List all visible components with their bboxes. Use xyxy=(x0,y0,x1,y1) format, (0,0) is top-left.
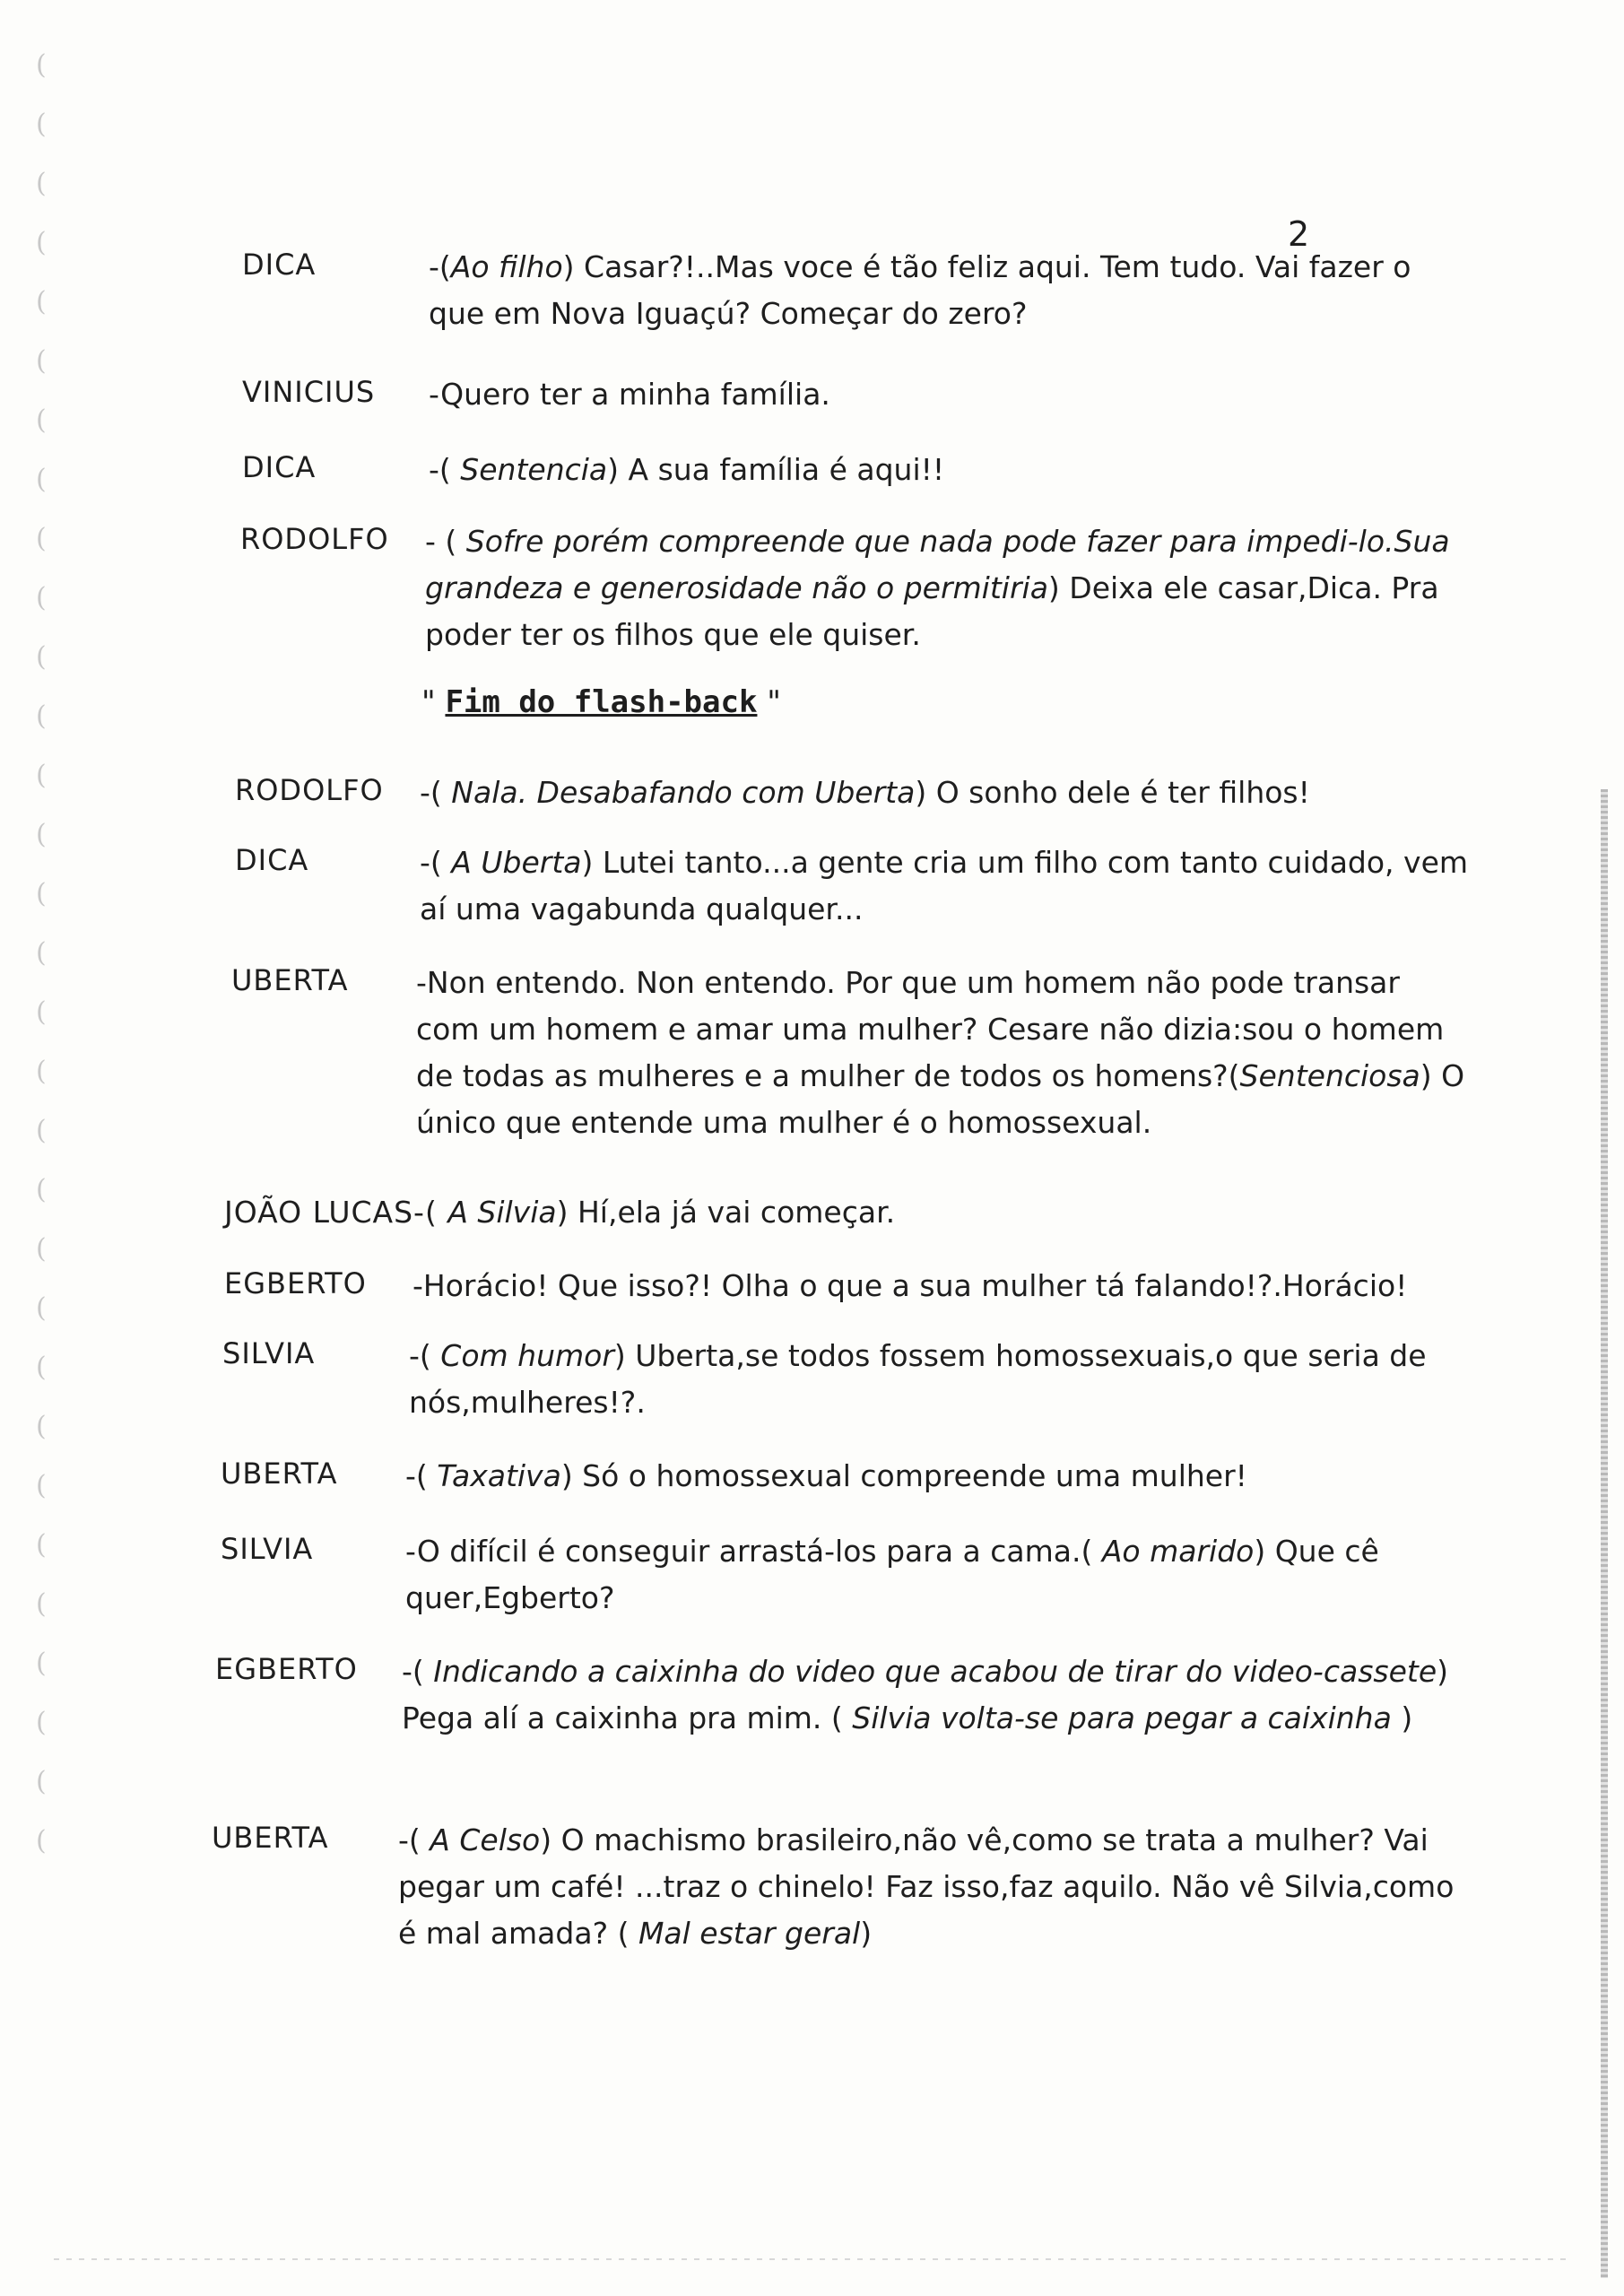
dialogue-line xyxy=(409,1333,1471,1426)
dialogue-text: ) Pega alí a caixinha pra mim. ( xyxy=(402,1654,1449,1735)
dialogue-text: -( xyxy=(398,1822,430,1857)
dialogue-text: -( xyxy=(429,249,451,284)
speaker-name: RODOLFO xyxy=(235,773,384,807)
stage-direction: Sentenciosa xyxy=(1239,1058,1420,1093)
section-heading xyxy=(421,682,781,723)
heading-text: Fim do flash-back xyxy=(445,684,758,720)
speaker-name: UBERTA xyxy=(231,963,349,997)
left-margin-marks: ( ( ( ( ( ( ( ( ( ( ( ( ( ( ( ( ( ( ( ( ( ( ( ( ( ( ( ( ( ( ( xyxy=(36,49,47,1857)
speaker-name: RODOLFO xyxy=(240,522,389,556)
stage-direction: Taxativa xyxy=(437,1458,561,1493)
dialogue-line xyxy=(425,518,1471,658)
dialogue-line xyxy=(429,371,1471,418)
dialogue-text: ) O machismo brasileiro,não vê,como se trata a mulher? Vai pegar um café! ...traz o chinelo! Faz isso,faz aquilo. Não vê Silvia,como é mal amada? ( xyxy=(398,1822,1455,1951)
page-number: 2 xyxy=(1288,214,1310,254)
stage-direction: Sentencia xyxy=(460,452,608,487)
dialogue-line xyxy=(224,1189,1471,1236)
dialogue-line xyxy=(416,960,1471,1146)
dialogue-text: ) xyxy=(860,1916,873,1951)
dialogue-text: -O difícil é conseguir arrastá-los para a cama.( xyxy=(405,1534,1102,1569)
dialogue-line xyxy=(420,770,1471,816)
dialogue-line xyxy=(405,1528,1471,1622)
dialogue-text: ) O único que entende uma mulher é o homossexual. xyxy=(416,1058,1465,1140)
dialogue-text: ) Só o homossexual compreende uma mulher! xyxy=(560,1458,1247,1493)
speaker-name: DICA xyxy=(242,248,317,282)
dialogue-line xyxy=(429,244,1471,337)
dialogue-line xyxy=(420,839,1471,933)
speaker-name: SILVIA xyxy=(221,1532,314,1566)
right-edge-scan-artifact xyxy=(1601,789,1608,2278)
dialogue-text: ) O sonho dele é ter filhos! xyxy=(915,775,1310,810)
stage-direction: Mal estar geral xyxy=(638,1916,861,1951)
heading-close-quote: " xyxy=(767,684,781,720)
speaker-name: JOÃO LUCAS-( xyxy=(224,1195,448,1230)
speaker-name: EGBERTO xyxy=(215,1652,358,1686)
dialogue-text: -( xyxy=(429,452,461,487)
stage-direction: Sofre porém compreende que nada pode fazer para impedi-lo.Sua grandeza e generosidade não o permitiria xyxy=(425,524,1450,605)
dialogue-line xyxy=(405,1453,1471,1500)
dialogue-text: ) Hí,ela já vai começar. xyxy=(556,1195,896,1230)
stage-direction: A Uberta xyxy=(451,845,582,880)
stage-direction: Silvia volta-se para pegar a caixinha xyxy=(852,1700,1392,1735)
speaker-name: DICA xyxy=(235,843,309,877)
dialogue-text: - ( xyxy=(425,524,466,559)
dialogue-text: -( xyxy=(402,1654,434,1689)
heading-open-quote: " xyxy=(421,684,436,720)
stage-direction: Nala. Desabafando com Uberta xyxy=(451,775,916,810)
speaker-name: SILVIA xyxy=(222,1336,316,1370)
speaker-name: EGBERTO xyxy=(224,1266,367,1300)
stage-direction: Com humor xyxy=(440,1338,614,1373)
stage-direction: A Silvia xyxy=(447,1195,557,1230)
dialogue-line xyxy=(413,1263,1471,1309)
stage-direction: A Celso xyxy=(430,1822,541,1857)
speaker-name: UBERTA xyxy=(212,1821,329,1855)
dialogue-text: -Quero ter a minha família. xyxy=(429,377,830,412)
dialogue-line xyxy=(398,1817,1471,1957)
dialogue-text: ) Lutei tanto...a gente cria um filho com tanto cuidado, vem aí uma vagabunda qualquer... xyxy=(420,845,1469,926)
dialogue-text: ) Deixa ele casar,Dica. Pra poder ter os filhos que ele quiser. xyxy=(425,570,1439,652)
dialogue-text: -( xyxy=(420,845,452,880)
dialogue-text: ) Que cê quer,Egberto? xyxy=(405,1534,1379,1615)
dialogue-text: -Non entendo. Non entendo. Por que um homem não pode transar com um homem e amar uma mulher? Cesare não dizia:sou o homem de todas as mulheres e a mulher de todos os homens?( xyxy=(416,965,1445,1093)
bottom-edge-scan-artifact xyxy=(54,2258,1570,2260)
dialogue-line xyxy=(402,1648,1471,1742)
stage-direction: Ao marido xyxy=(1101,1534,1255,1569)
stage-direction: Ao filho xyxy=(450,249,563,284)
stage-direction: Indicando a caixinha do video que acabou de tirar do video-cassete xyxy=(433,1654,1437,1689)
speaker-name: DICA xyxy=(242,450,317,484)
dialogue-line xyxy=(429,447,1471,493)
dialogue-text: ) xyxy=(1391,1700,1413,1735)
dialogue-text: ) Casar?!..Mas voce é tão feliz aqui. Tem tudo. Vai fazer o que em Nova Iguaçú? Começar do zero? xyxy=(429,249,1411,331)
dialogue-text: -Horácio! Que isso?! Olha o que a sua mulher tá falando!?.Horácio! xyxy=(413,1268,1408,1303)
dialogue-text: -( xyxy=(409,1338,441,1373)
dialogue-text: -( xyxy=(405,1458,438,1493)
speaker-name: UBERTA xyxy=(221,1457,338,1491)
dialogue-text: ) Uberta,se todos fossem homossexuais,o que seria de nós,mulheres!?. xyxy=(409,1338,1427,1420)
speaker-name: VINICIUS xyxy=(242,375,376,409)
dialogue-text: -( xyxy=(420,775,452,810)
dialogue-text: ) A sua família é aqui!! xyxy=(607,452,945,487)
